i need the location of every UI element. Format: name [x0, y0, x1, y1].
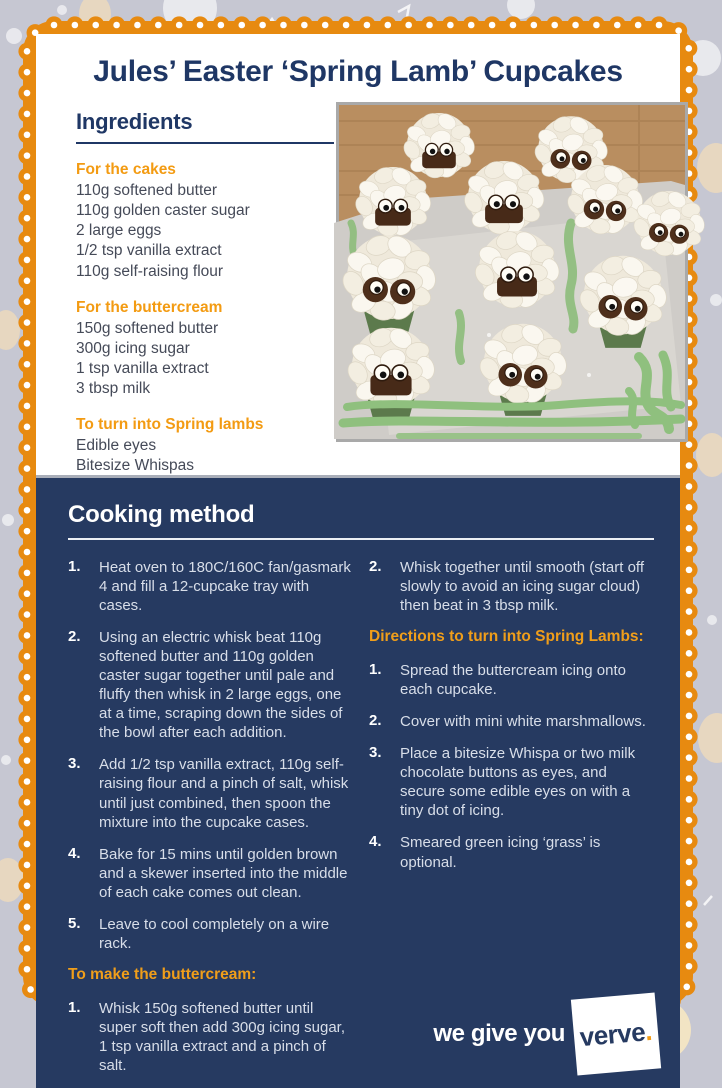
step-text: Spread the buttercream icing onto each cupcake.: [400, 662, 626, 699]
method-step: [68, 558, 353, 615]
method-step: [68, 628, 353, 742]
method-step: [68, 915, 353, 953]
step-number: 2.: [68, 628, 81, 646]
step-number: 1.: [68, 558, 81, 575]
ingredient-line: 150g softened butter: [76, 319, 219, 337]
recipe-card: [16, 14, 700, 1074]
step-number: 5.: [68, 914, 81, 932]
method-step: [369, 712, 654, 731]
method-step: [68, 845, 353, 902]
ingredients-heading: Ingredients: [76, 109, 193, 134]
step-text: Leave to cool completely on a wire rack.: [99, 915, 330, 952]
step-number: 4.: [369, 833, 382, 851]
step-number: 2.: [369, 558, 382, 575]
ingredient-group-buttercream: [76, 299, 336, 400]
step-text: Whisk 150g softened butter until super soft then add 300g icing sugar, 1 tsp vanilla extract and a pinch of salt.: [99, 999, 346, 1074]
step-text: Smeared green icing ‘grass’ is optional.: [400, 834, 601, 871]
cooking-method-section: [36, 475, 680, 1088]
ingredient-line: 1/2 tsp vanilla extract: [76, 242, 222, 260]
ingredients-rule: [76, 142, 334, 144]
step-number: 1.: [369, 661, 382, 679]
cooking-method-heading: Cooking method: [68, 501, 255, 528]
ingredient-line: 110g softened butter: [76, 182, 218, 199]
ingredient-line: 2 large eggs: [76, 222, 162, 240]
photo-frame: [336, 102, 688, 442]
ingredient-line: 110g self-raising flour: [76, 262, 224, 280]
ingredient-line: 300g icing sugar: [76, 339, 190, 357]
step-number: 2.: [369, 712, 382, 730]
page-title: Jules’ Easter ‘Spring Lamb’ Cupcakes: [93, 55, 623, 88]
method-left-column: [68, 558, 353, 1088]
method-step: [369, 744, 654, 820]
ingredient-line: Bitesize Whispas: [76, 457, 195, 475]
card-inner: [36, 34, 680, 1074]
step-text: Place a bitesize Whispa or two milk chocolate buttons as eyes, and secure some edible eyes on with a tiny dot of icing.: [400, 745, 636, 820]
method-step: [369, 661, 654, 699]
step-text: Add 1/2 tsp vanilla extract, 110g self-raising flour and a pinch of salt, whisk until just combined, then spoon the mixture into the cupcake cases.: [99, 756, 349, 831]
brand-dot: .: [643, 1015, 654, 1046]
ingredient-line: 110g golden caster sugar: [76, 202, 250, 220]
step-text: Heat oven to 180C/160C fan/gasmark 4 and fill a 12-cupcake tray with cases.: [99, 559, 351, 615]
logo-mark: [571, 993, 661, 1076]
method-step: [369, 558, 654, 615]
ingredient-line: 3 tbsp milk: [76, 380, 151, 398]
verve-logo: [433, 996, 658, 1072]
method-step: [68, 755, 353, 831]
step-text: Cover with mini white marshmallows.: [400, 713, 646, 731]
step-text: Using an electric whisk beat 110g softened butter and 110g golden caster sugar together until pale and fluffy then whisk in 2 large eggs, one at a time, scraping down the sides of the bowl after each addition.: [99, 629, 343, 742]
ingredient-group-title: For the buttercream: [76, 298, 223, 316]
step-number: 1.: [68, 998, 81, 1016]
ingredient-line: Edible eyes: [76, 437, 157, 455]
white-section: [36, 34, 680, 475]
step-number: 3.: [68, 755, 81, 773]
subheading-lambs: Directions to turn into Spring Lambs:: [369, 628, 644, 646]
ingredient-line: 1 tsp vanilla extract: [76, 359, 209, 377]
subheading-buttercream: To make the buttercream:: [68, 965, 257, 983]
brand-name: verve: [578, 1016, 647, 1052]
ingredients-section: [60, 99, 336, 497]
ingredient-group-title: For the cakes: [76, 161, 176, 178]
sheep-cupcakes-photo: [339, 105, 685, 439]
method-step: [68, 999, 353, 1075]
step-number: 3.: [369, 744, 382, 762]
method-step: [369, 833, 654, 871]
ingredient-group-title: To turn into Spring lambs: [76, 416, 264, 434]
ingredient-group-cakes: [76, 161, 336, 282]
step-number: 4.: [68, 844, 81, 862]
logo-tagline: we give you: [433, 1020, 565, 1048]
step-text: Bake for 15 mins until golden brown and a skewer inserted into the middle of each cake comes out clean.: [99, 845, 348, 901]
step-text: Whisk together until smooth (start off slowly to avoid an icing sugar cloud) then beat in 3 tbsp milk.: [400, 559, 644, 615]
method-rule: [68, 538, 654, 540]
